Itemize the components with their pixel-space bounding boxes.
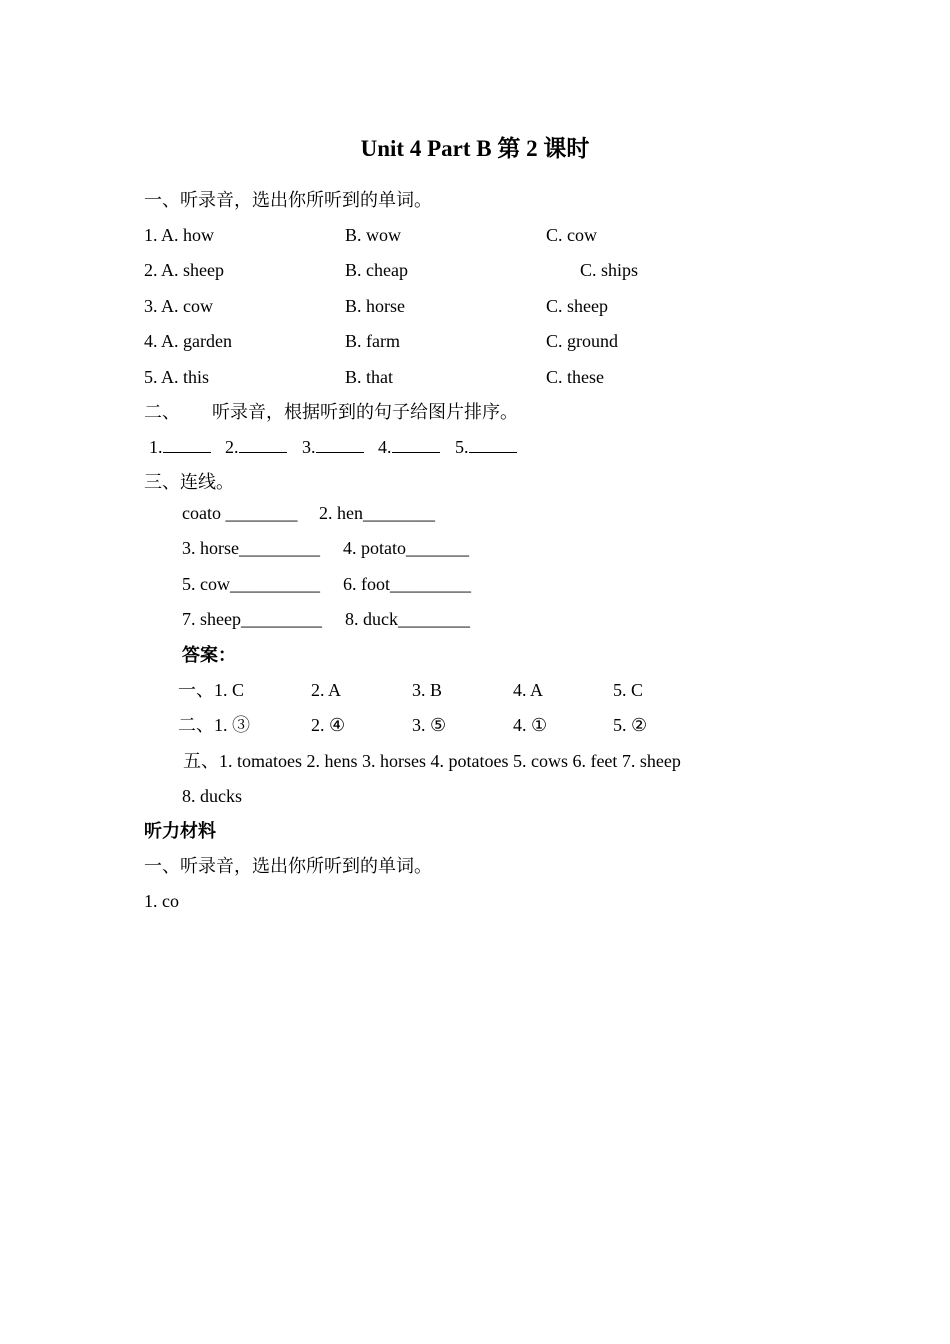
option-b: B. cheap xyxy=(345,260,408,280)
match-item: 4. potato_______ xyxy=(343,538,469,558)
match-item: 6. foot_________ xyxy=(343,574,471,594)
answer-item: 5. ② xyxy=(613,715,648,735)
match-item: 5. cow__________ xyxy=(182,574,320,594)
option-b: B. wow xyxy=(345,225,402,245)
option-a: 3. A. cow xyxy=(144,296,213,316)
listening-item-1: 1. co xyxy=(144,891,179,911)
match-row-4 xyxy=(182,606,542,632)
match-row-3 xyxy=(182,571,542,597)
page-title: Unit 4 Part B 第 2 课时 xyxy=(360,136,590,161)
option-a: 2. A. sheep xyxy=(144,260,224,280)
section1-heading: 一、听录音，选出你所听到的单词。 xyxy=(144,190,432,210)
answers-label: 答案： xyxy=(182,645,236,665)
answer-blank[interactable] xyxy=(469,434,517,453)
option-b: B. that xyxy=(345,367,393,387)
answer-item: 2. A xyxy=(311,680,342,700)
option-c: C. sheep xyxy=(546,296,608,316)
option-c: C. ground xyxy=(546,331,618,351)
section2-heading-text: 听录音，根据听到的句子给图片排序。 xyxy=(212,402,518,422)
section1-row-1 xyxy=(144,222,744,248)
section1-row-2 xyxy=(144,257,744,283)
blank-item-5: 5. xyxy=(455,434,517,460)
option-a: 5. A. this xyxy=(144,367,210,387)
option-b: B. horse xyxy=(345,296,405,316)
blank-item-4: 4. xyxy=(378,434,440,460)
answers-row-1 xyxy=(178,677,698,703)
section2-heading-number: 二、 xyxy=(144,402,180,422)
option-c: C. cow xyxy=(546,225,597,245)
blank-item-2: 2. xyxy=(225,434,287,460)
section3-heading: 三、连线。 xyxy=(144,472,234,492)
answer-item: 2. ④ xyxy=(311,715,346,735)
option-c: C. these xyxy=(546,367,604,387)
answer-blank[interactable] xyxy=(239,434,287,453)
match-row-1 xyxy=(182,500,542,526)
answer-item: 5. C xyxy=(613,680,644,700)
section1-row-3 xyxy=(144,293,744,319)
listening-label: 听力材料 xyxy=(144,821,216,841)
option-b: B. farm xyxy=(345,331,400,351)
section1-row-4 xyxy=(144,328,744,354)
answer-item: 二、1. ③ xyxy=(178,715,250,735)
option-a: 4. A. garden xyxy=(144,331,232,351)
match-item: coato ________ xyxy=(182,503,298,523)
answer-item: 一、1. C xyxy=(178,680,245,700)
blank-item-3: 3. xyxy=(302,434,364,460)
answer-item: 3. B xyxy=(412,680,443,700)
listening-heading: 一、听录音，选出你所听到的单词。 xyxy=(144,856,432,876)
answer-item: 3. ⑤ xyxy=(412,715,447,735)
answer-blank[interactable] xyxy=(392,434,440,453)
answer-item: 4. ① xyxy=(513,715,548,735)
match-item: 3. horse_________ xyxy=(182,538,320,558)
answers-row-2 xyxy=(178,712,698,738)
match-row-2 xyxy=(182,535,542,561)
blank-item-1: 1. xyxy=(149,434,211,460)
section2-heading xyxy=(144,399,644,425)
section1-row-5 xyxy=(144,364,744,390)
answer-item: 4. A xyxy=(513,680,544,700)
answer-blank[interactable] xyxy=(163,434,211,453)
option-a: 1. A. how xyxy=(144,225,215,245)
answers-row-3-continued: 8. ducks xyxy=(182,786,242,806)
option-c: C. ships xyxy=(580,260,639,280)
answers-row-3: 五、1. tomatoes 2. hens 3. horses 4. potatoes 5. cows 6. feet 7. sheep xyxy=(183,751,681,771)
match-item: 2. hen________ xyxy=(319,503,435,523)
section2-blanks xyxy=(144,434,564,460)
match-item: 8. duck________ xyxy=(345,609,470,629)
answer-blank[interactable] xyxy=(316,434,364,453)
match-item: 7. sheep_________ xyxy=(182,609,322,629)
